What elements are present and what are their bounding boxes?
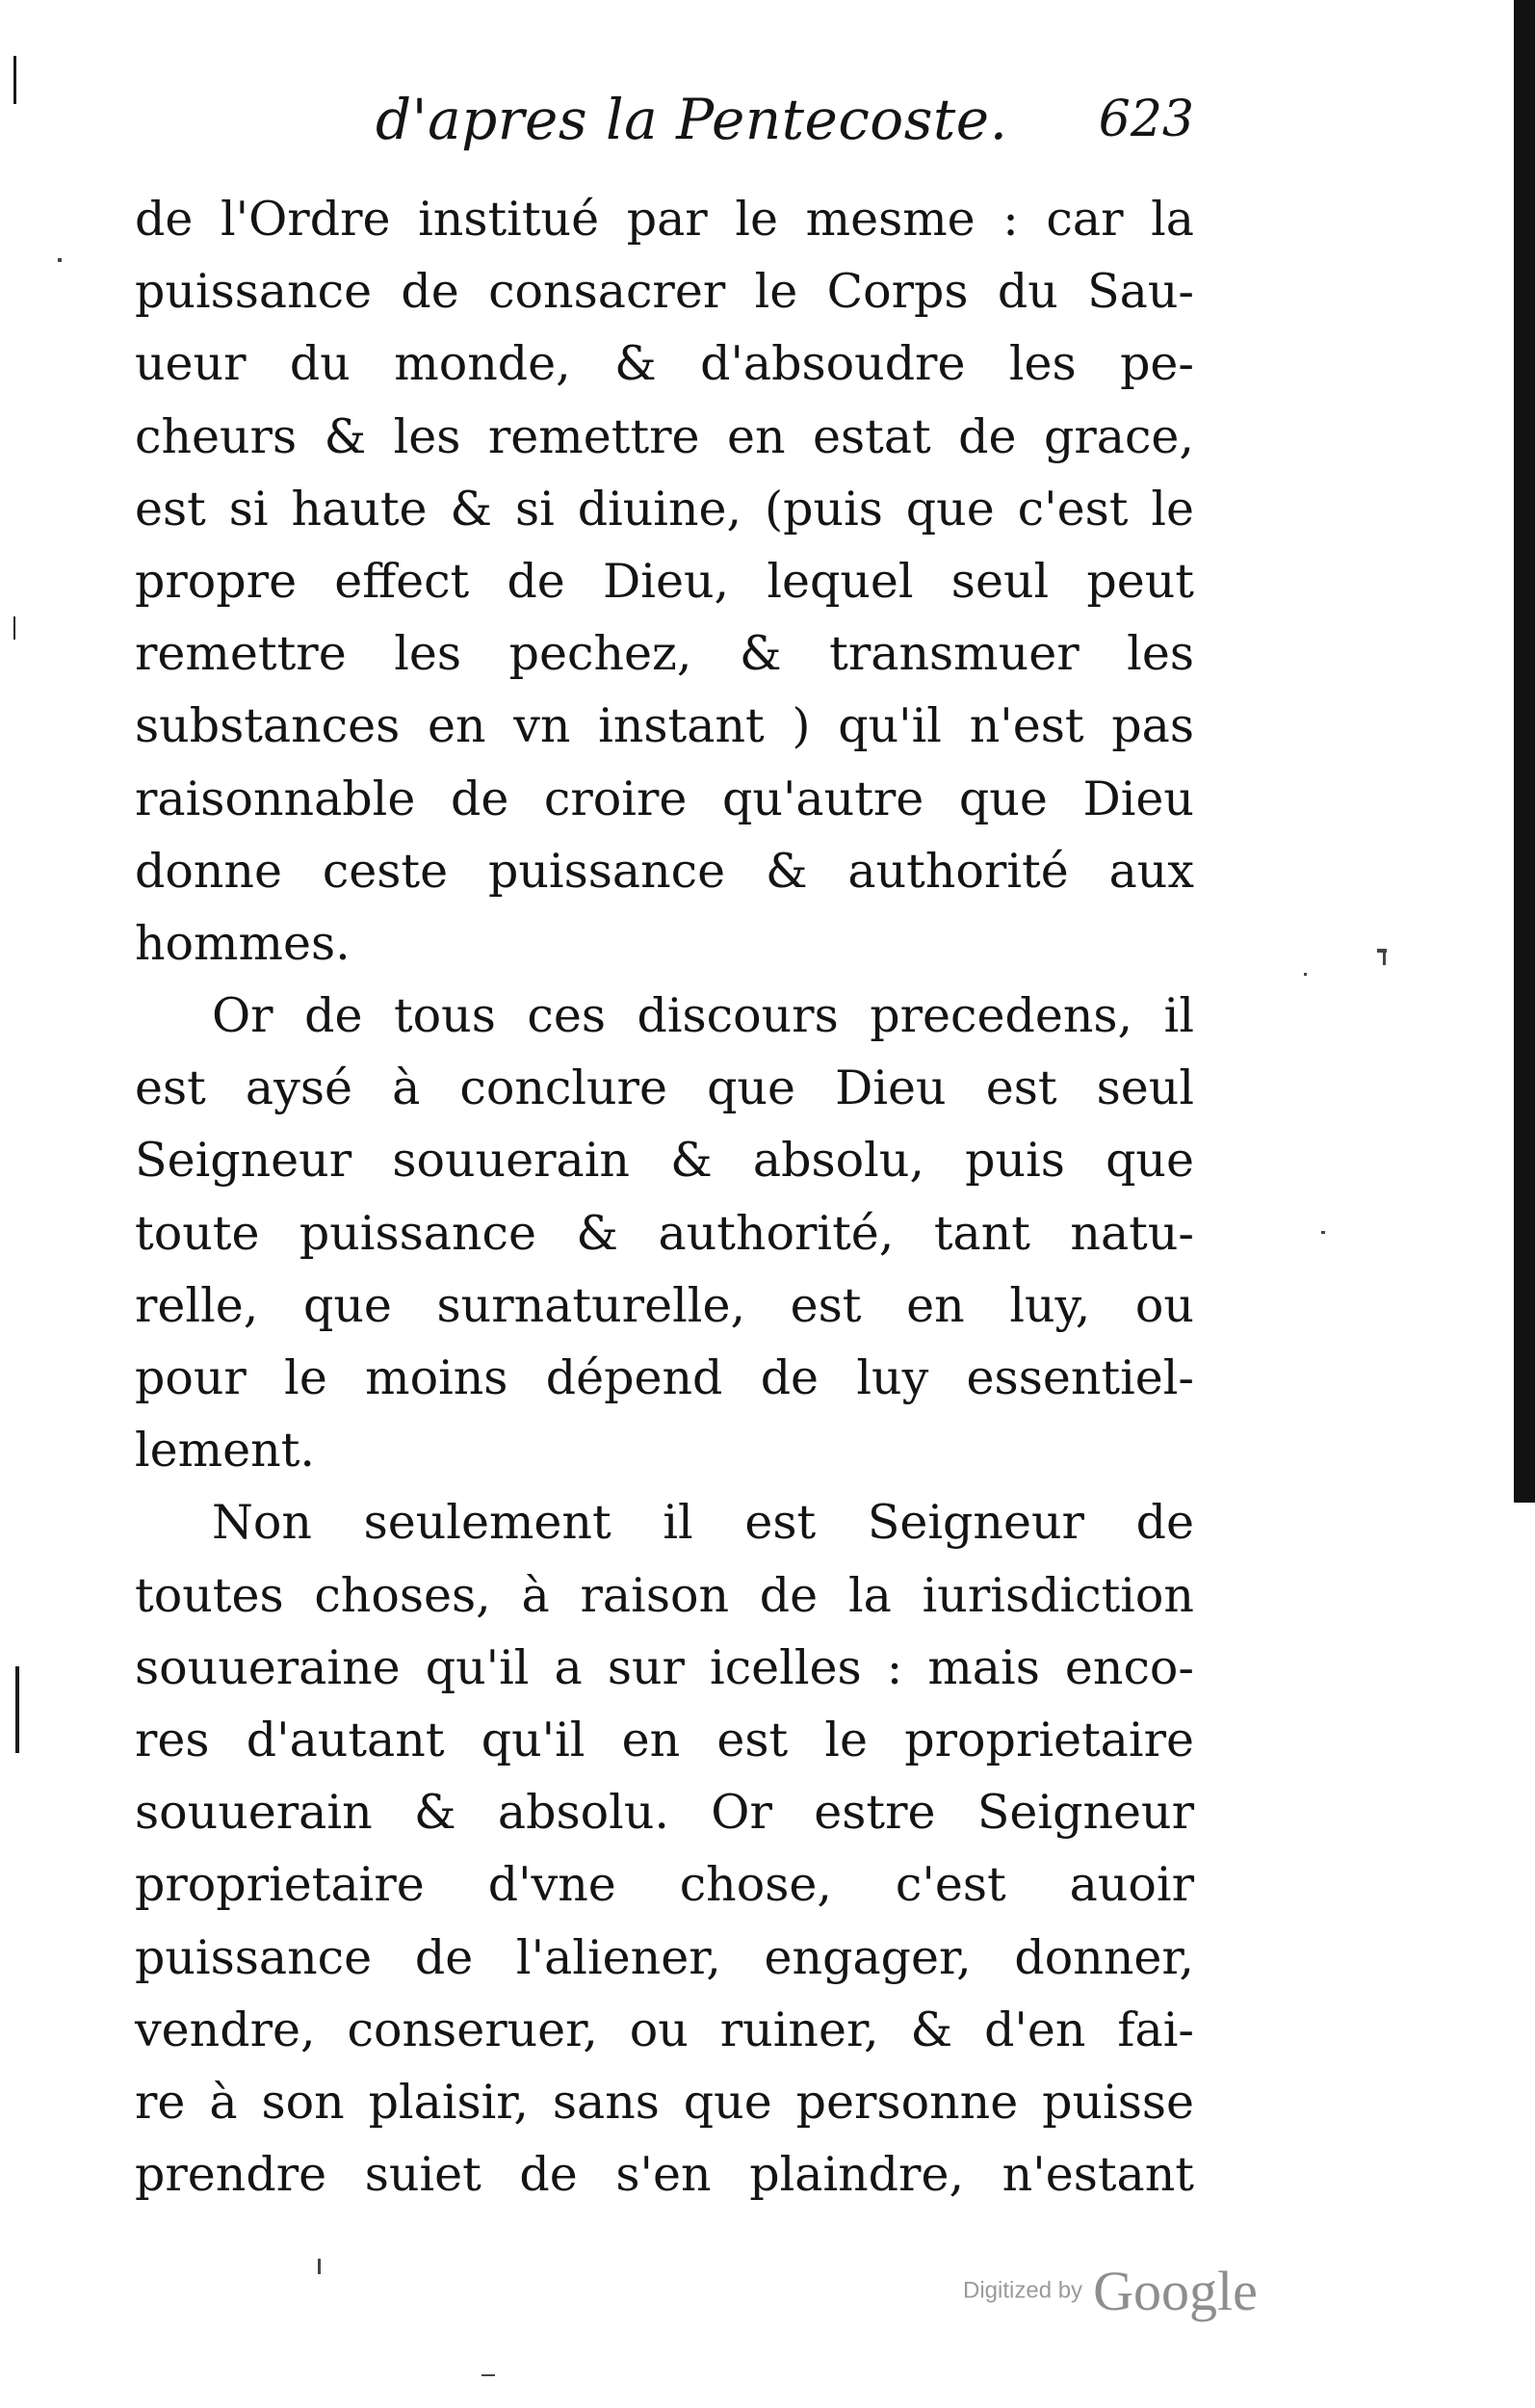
book-page	[135, 77, 1194, 2211]
text-line: propre effect de Dieu, lequel seul peut	[135, 553, 1194, 609]
page-number: 623	[1098, 91, 1194, 148]
text-line: prendre suiet de s'en plaindre, n'estant	[135, 2147, 1194, 2203]
watermark-logo: Google	[1093, 2260, 1258, 2322]
text-line: vendre, conseruer, ou ruiner, & d'en fai-	[135, 2002, 1194, 2057]
running-head	[135, 77, 1194, 183]
text-line: Seigneur souuerain & absolu, puis que	[135, 1133, 1194, 1189]
text-line: proprietaire d'vne chose, c'est auoir	[135, 1857, 1194, 1913]
text-line: lement.	[135, 1423, 315, 1479]
text-line: Non seulement il est Seigneur de	[212, 1495, 1194, 1551]
text-line: ueur du monde, & d'absoudre les pe-	[135, 336, 1194, 392]
text-line: hommes.	[135, 915, 351, 971]
ink-speck	[1304, 973, 1307, 976]
text-line: toutes choses, à raison de la iurisdiction	[135, 1567, 1194, 1623]
text-line: puissance de l'aliener, engager, donner,	[135, 1929, 1194, 1985]
text-line: substances en vn instant ) qu'il n'est pas	[135, 698, 1194, 754]
text-line: re à son plaisir, sans que personne puisse	[135, 2074, 1194, 2130]
ink-speck	[1321, 1231, 1325, 1234]
ink-speck	[318, 2259, 321, 2274]
margin-mark	[13, 56, 16, 104]
text-line: remettre les pechez, & transmuer les	[135, 626, 1194, 682]
text-line: puissance de consacrer le Corps du Sau-	[135, 264, 1194, 320]
margin-mark	[15, 1666, 19, 1753]
text-line: cheurs & les remettre en estat de grace,	[135, 408, 1194, 464]
text-line: pour le moins dépend de luy essentiel-	[135, 1350, 1194, 1405]
page-edge-shadow	[1514, 0, 1535, 1503]
ink-speck	[481, 2374, 495, 2376]
text-line: souueraine qu'il a sur icelles : mais enco-	[135, 1639, 1194, 1695]
text-line: relle, que surnaturelle, est en luy, ou	[135, 1277, 1194, 1333]
ink-speck	[58, 258, 62, 262]
text-line: souuerain & absolu. Or estre Seigneur	[135, 1785, 1194, 1841]
text-line: Or de tous ces discours precedens, il	[212, 988, 1194, 1044]
text-line: raisonnable de croire qu'autre que Dieu	[135, 771, 1194, 826]
watermark-prefix: Digitized by	[963, 2277, 1083, 2304]
body-text	[135, 183, 1194, 2211]
text-line: res d'autant qu'il en est le proprietaire	[135, 1712, 1194, 1767]
margin-mark	[13, 616, 15, 640]
text-line: toute puissance & authorité, tant natu-	[135, 1205, 1194, 1261]
page-header-title: d'apres la Pentecoste.	[376, 87, 1008, 152]
ink-speck	[1383, 952, 1386, 965]
digitized-watermark	[963, 2259, 1258, 2323]
text-line: est aysé à conclure que Dieu est seul	[135, 1060, 1194, 1116]
text-line: donne ceste puissance & authorité aux	[135, 843, 1194, 899]
text-line: est si haute & si diuine, (puis que c'est le	[135, 481, 1194, 537]
text-line: de l'Ordre institué par le mesme : car la	[135, 192, 1194, 247]
